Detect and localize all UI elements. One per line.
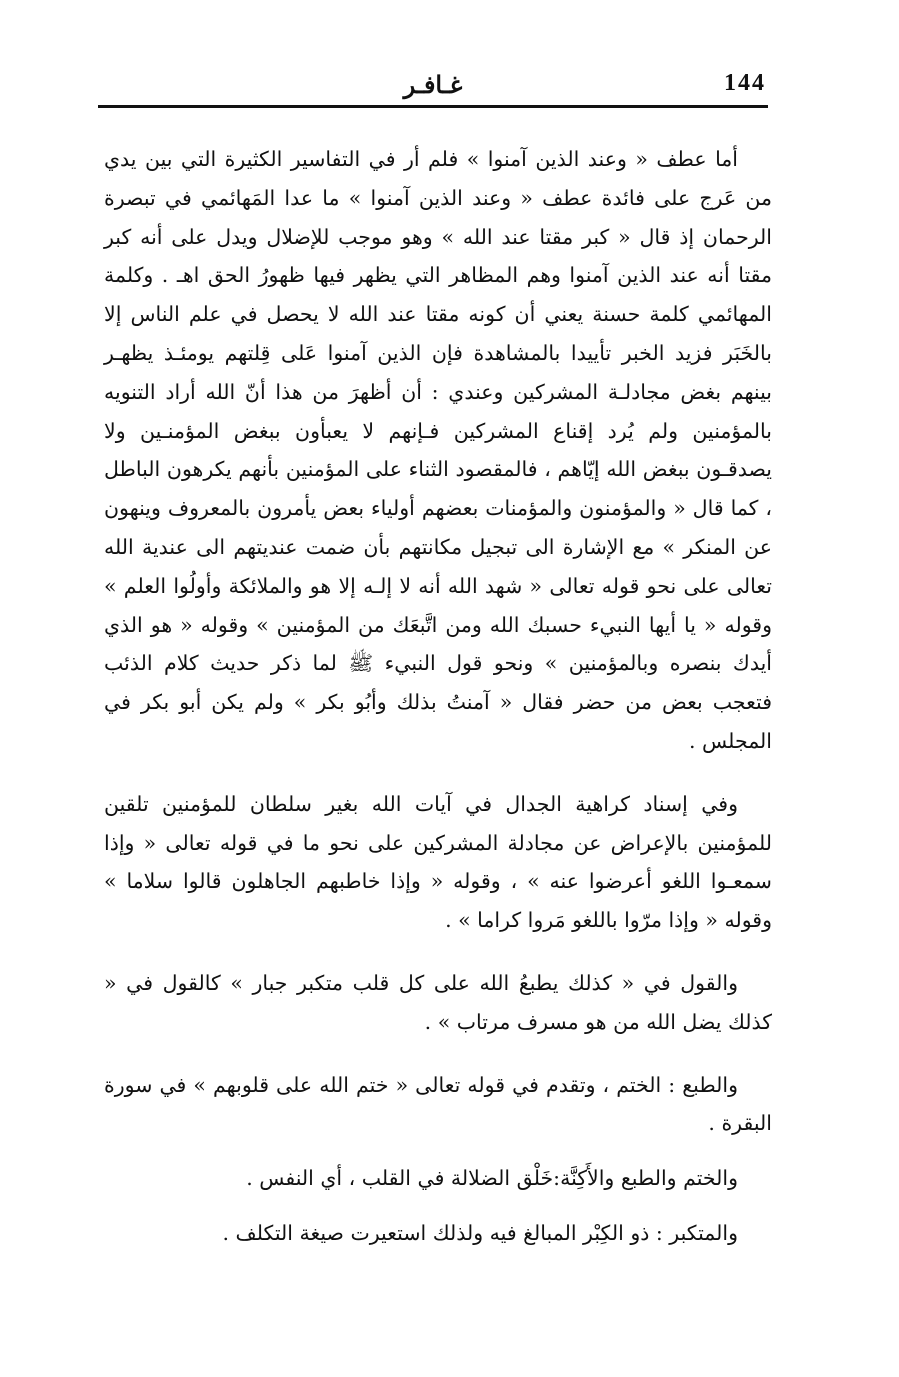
paragraph-5: والختم والطبع والأَكِنَّة:خَلْق الضلالة في القلب ، أي النفس . bbox=[246, 1166, 738, 1191]
page-number: 144 bbox=[724, 70, 766, 96]
header-rule bbox=[98, 105, 768, 108]
paragraph-3: والقول في « كذلك يطبعُ الله على كل قلب متكبر جبار » كالقول في « كذلك يضل الله من هو مسرف مرتاب » . bbox=[104, 970, 772, 1034]
running-title: غـافـر bbox=[403, 70, 463, 99]
paragraph-6: والمتكبر : ذو الكِبْر المبالغ فيه ولذلك استعيرت صيغة التكلف . bbox=[222, 1220, 738, 1245]
paragraph-4: والطبع : الختم ، وتقدم في قوله تعالى « ختم الله على قلوبهم » في سورة البقرة . bbox=[104, 1072, 772, 1136]
paragraph-2: وفي إسناد كراهية الجدال في آيات الله بغير سلطان للمؤمنين تلقين للمؤمنين بالإعراض عن مجادلة المشركين على نحو ما في قوله تعالى « وإذا سمعـوا اللغو أعرضوا عنه » ، وقوله « وإذا خاطبهم الجاهلون قالوا سلاما » وقوله « وإذا مرّوا باللغو مَروا كراما » . bbox=[104, 791, 772, 933]
page-header bbox=[100, 70, 766, 106]
paragraph-1: أما عطف « وعند الذين آمنوا » فلم أر في التفاسير الكثيرة التي بين يدي من عَرج على فائدة عطف « وعند الذين آمنوا » ما عدا المَهائمي في تبصرة الرحمان إذ قال « كبر مقتا عند الله » وهو موجب للإضلال ويدل على أنه كبر مقتا أنه عند الذين آمنوا وهم المظاهر التي يظهر فيها ظهورُ الحق اهـ . وكلمة المهائمي كلمة حسنة يعني أن كونه مقتا عند الله لا يحصل في علم الناس إلا بالخَبَر فزيد الخبر تأييدا بالمشاهدة فإن الذين آمنوا عَلى قِلتهم يومئـذ يظهـر بينهم بغض مجادلـة المشركين وعندي : أن أظهرَ من هذا أنّ الله أراد التنويه بالمؤمنين ولم يُرد إقناع المشركين فـإنهم لا يعبأون ببغض المؤمنـين ولا يصدقـون ببغض الله إيّاهم ، فالمقصود الثناء على المؤمنين بأنهم يكرهون الباطل ، كما قال « والمؤمنون والمؤمنات بعضهم أولياء بعض يأمرون بالمعروف وينهون عن المنكر » مع الإشارة الى تبجيل مكانتهم بأن ضمت عنديتهم الى عندية الله تعالى على نحو قوله تعالى « شهد الله أنه لا إلـه إلا هو والملائكة وأولُوا العلم » وقوله « يا أيها النبيء حسبك الله ومن اتَّبعَك من المؤمنين » وقوله « هو الذي أيدك بنصره وبالمؤمنين » ونحو قول النبيء ﷺ لما ذكر حديث كلام الذئب فتعجب بعض من حضر فقال « آمنتُ بذلك وأبُو بكر » ولم يكن أبو بكر في المجلس . bbox=[104, 147, 772, 753]
page-body bbox=[104, 140, 772, 1253]
